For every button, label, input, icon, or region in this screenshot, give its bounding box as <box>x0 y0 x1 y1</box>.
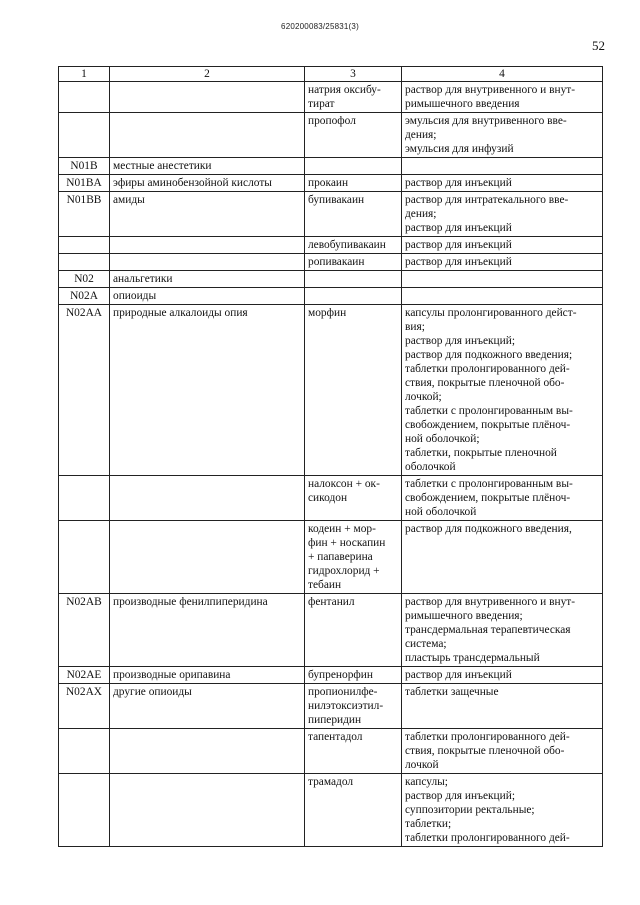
drug-name-cell: трамадол <box>305 774 402 847</box>
group-name-cell <box>110 254 305 271</box>
column-header: 3 <box>305 67 402 82</box>
dosage-form-cell: раствор для инъекций <box>402 237 603 254</box>
atc-code-cell: N02AA <box>59 305 110 476</box>
group-name-cell <box>110 476 305 521</box>
drug-name-cell: морфин <box>305 305 402 476</box>
column-header: 2 <box>110 67 305 82</box>
atc-code-cell <box>59 254 110 271</box>
atc-code-cell: N02A <box>59 288 110 305</box>
table-row <box>59 288 603 305</box>
group-name-cell: производные орипавина <box>110 667 305 684</box>
dosage-form-cell: таблетки защечные <box>402 684 603 729</box>
group-name-cell: амиды <box>110 192 305 237</box>
drug-name-cell: натрия оксибу- тират <box>305 82 402 113</box>
group-name-cell: анальгетики <box>110 271 305 288</box>
group-name-cell <box>110 521 305 594</box>
table-row <box>59 82 603 113</box>
table-row <box>59 729 603 774</box>
drug-name-cell: бупивакаин <box>305 192 402 237</box>
atc-code-cell: N01BB <box>59 192 110 237</box>
table-row <box>59 113 603 158</box>
atc-code-cell: N01BA <box>59 175 110 192</box>
dosage-form-cell: таблетки с пролонгированным вы- свобождением, покрытые плёноч- ной оболочкой <box>402 476 603 521</box>
table-row <box>59 254 603 271</box>
group-name-cell: производные фенилпиперидина <box>110 594 305 667</box>
drug-name-cell <box>305 288 402 305</box>
atc-code-cell: N02 <box>59 271 110 288</box>
drug-name-cell: ропивакаин <box>305 254 402 271</box>
dosage-form-cell <box>402 288 603 305</box>
drug-name-cell: налоксон + ок- сикодон <box>305 476 402 521</box>
dosage-form-cell <box>402 271 603 288</box>
group-name-cell: другие опиоиды <box>110 684 305 729</box>
group-name-cell: местные анестетики <box>110 158 305 175</box>
atc-code-cell <box>59 476 110 521</box>
drug-name-cell <box>305 158 402 175</box>
atc-code-cell <box>59 521 110 594</box>
atc-code-cell <box>59 113 110 158</box>
table-row <box>59 594 603 667</box>
group-name-cell: эфиры аминобензойной кислоты <box>110 175 305 192</box>
table-row <box>59 521 603 594</box>
drug-name-cell: пропионилфе- нилэтоксиэтил- пиперидин <box>305 684 402 729</box>
dosage-form-cell: раствор для интратекального вве- дения; раствор для инъекций <box>402 192 603 237</box>
dosage-form-cell: раствор для внутривенного и внут- римышечного введения <box>402 82 603 113</box>
atc-code-cell <box>59 774 110 847</box>
group-name-cell <box>110 113 305 158</box>
dosage-form-cell: раствор для подкожного введения, <box>402 521 603 594</box>
column-header: 1 <box>59 67 110 82</box>
group-name-cell <box>110 82 305 113</box>
atc-code-cell: N02AE <box>59 667 110 684</box>
page-number: 52 <box>592 38 605 53</box>
drug-name-cell: кодеин + мор- фин + носкапин + папаверина гидрохлорид + тебаин <box>305 521 402 594</box>
table-row <box>59 684 603 729</box>
drug-name-cell: бупренорфин <box>305 667 402 684</box>
table-row <box>59 192 603 237</box>
table-row <box>59 175 603 192</box>
drug-table <box>58 66 603 847</box>
atc-code-cell: N02AB <box>59 594 110 667</box>
dosage-form-cell: раствор для инъекций <box>402 254 603 271</box>
group-name-cell: опиоиды <box>110 288 305 305</box>
table-header-row <box>59 67 603 82</box>
atc-code-cell <box>59 729 110 774</box>
table-row <box>59 774 603 847</box>
drug-name-cell: левобупивакаин <box>305 237 402 254</box>
drug-name-cell: фентанил <box>305 594 402 667</box>
table-row <box>59 476 603 521</box>
drug-name-cell: пропофол <box>305 113 402 158</box>
table-row <box>59 271 603 288</box>
table-row <box>59 305 603 476</box>
column-header: 4 <box>402 67 603 82</box>
atc-code-cell: N01B <box>59 158 110 175</box>
drug-name-cell: прокаин <box>305 175 402 192</box>
dosage-form-cell: раствор для внутривенного и внут- римышечного введения; трансдермальная терапевтическая система; пластырь трансдермальный <box>402 594 603 667</box>
group-name-cell: природные алкалоиды опия <box>110 305 305 476</box>
atc-code-cell: N02AX <box>59 684 110 729</box>
table-row <box>59 158 603 175</box>
dosage-form-cell <box>402 158 603 175</box>
dosage-form-cell: капсулы; раствор для инъекций; суппозитории ректальные; таблетки; таблетки пролонгированного дей- <box>402 774 603 847</box>
group-name-cell <box>110 729 305 774</box>
atc-code-cell <box>59 237 110 254</box>
dosage-form-cell: раствор для инъекций <box>402 175 603 192</box>
atc-code-cell <box>59 82 110 113</box>
drug-name-cell: тапентадол <box>305 729 402 774</box>
document-id: 620200083/25831(3) <box>281 22 359 31</box>
group-name-cell <box>110 237 305 254</box>
dosage-form-cell: раствор для инъекций <box>402 667 603 684</box>
group-name-cell <box>110 774 305 847</box>
table-row <box>59 237 603 254</box>
dosage-form-cell: таблетки пролонгированного дей- ствия, покрытые пленочной обо- лочкой <box>402 729 603 774</box>
dosage-form-cell: эмульсия для внутривенного вве- дения; эмульсия для инфузий <box>402 113 603 158</box>
table-row <box>59 667 603 684</box>
drug-name-cell <box>305 271 402 288</box>
dosage-form-cell: капсулы пролонгированного дейст- вия; раствор для инъекций; раствор для подкожного введения; таблетки пролонгированного дей- ствия, покрытые пленочной обо- лочкой; таблетки с пролонгированным вы- свобождением, покрытые плёноч- ной оболочкой; таблетки, покрытые пленочной оболочкой <box>402 305 603 476</box>
